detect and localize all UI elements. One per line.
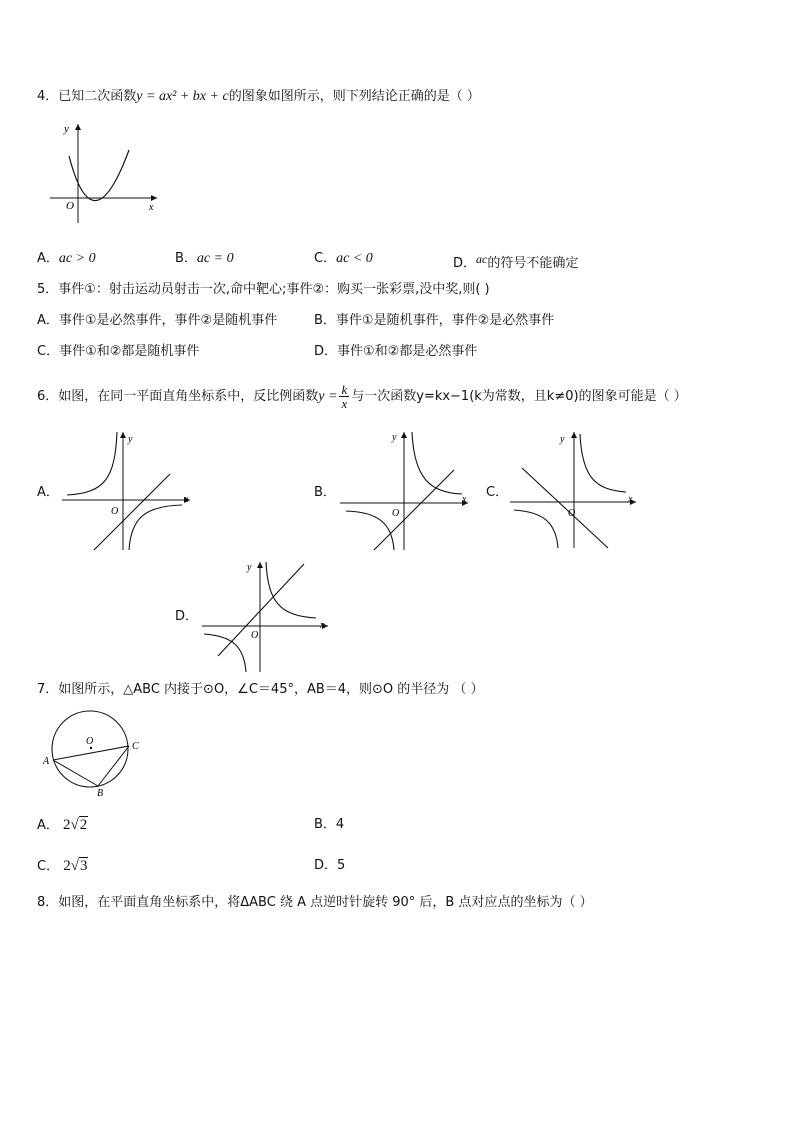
q4-axis-x-label: x [149,202,154,213]
q7-option-a-radicand: 2 [79,817,88,833]
q6b-origin: O [392,508,400,519]
q7-point-a: A [43,756,50,767]
q6a-axis-x: x [184,494,189,505]
q6-graph-c [508,428,643,553]
q4-option-a-text: ac > 0 [58,251,96,266]
q7-stem: 7．如图所示，△ABC 内接于⊙O，∠C＝45°，AB＝4，则⊙O 的半径为 （ ） [37,682,484,697]
q6d-origin: O [251,630,259,641]
q4-option-b-text: ac = 0 [196,251,234,266]
q7-option-a [37,816,88,835]
q5-stem: 5．事件①：射击运动员射击一次,命中靶心;事件②：购买一张彩票,没中奖,则( ) [37,282,490,297]
q4-option-d-suffix: 的符号不能确定 [487,256,579,271]
q4-option-d-text: ac [476,252,488,266]
q4-option-c-text: ac < 0 [336,251,373,266]
q4-option-c [314,250,373,268]
q6-frac-denominator: x [341,396,348,411]
q7-option-b-label: B． [314,817,336,832]
q4-stem [37,88,480,106]
q6-option-b-label: B． [314,485,336,500]
q7-option-c-label: C． [37,859,60,874]
q6-stem-post: 与一次函数y=kx−1(k为常数，且k≠0)的图象可能是（ ） [351,389,687,404]
q7-option-d-text: 5 [337,858,346,873]
q7-point-o: O [86,736,94,747]
q6-frac-lhs: y = [318,389,338,404]
q6b-axis-y: y [392,432,397,443]
q6-frac-numerator: k [341,382,348,397]
q4-origin-label: O [66,200,74,212]
q6-stem-pre: 6．如图，在同一平面直角坐标系中，反比例函数 [37,389,319,404]
q7-option-a-value: 2√2 [63,817,88,833]
q4-option-b-label: B． [175,251,197,266]
q6-option-d-label: D． [175,609,199,624]
q6c-axis-x: x [628,494,633,505]
q4-stem-post: 的图象如图所示，则下列结论正确的是（ ） [228,89,480,104]
q7-option-b [314,816,344,834]
q6a-origin: O [111,506,119,517]
q8-stem: 8．如图，在平面直角坐标系中，将ΔABC 绕 A 点逆时针旋转 90° 后，B 点对应点的坐标为（ ） [37,895,593,910]
q4-axis-y-label: y [64,123,69,135]
q6b-axis-x: x [462,494,467,505]
q5-option-b: B．事件①是随机事件，事件②是必然事件 [314,313,555,328]
q7-point-b: B [97,788,104,799]
q7-point-c: C [132,741,139,752]
q7-option-d [314,857,345,875]
q7-option-a-label: A． [37,818,59,833]
q4-parabola-figure [45,118,165,228]
q6-graph-d [200,558,335,676]
q4-option-b [175,250,234,268]
q7-option-c-radicand: 3 [79,858,88,874]
q6d-axis-x: x [320,620,325,631]
q6-option-c-label: C． [486,485,509,500]
q4-option-a-label: A． [37,251,59,266]
q4-formula: y = ax² + bx + c [136,89,229,104]
q4-stem-pre: 4．已知二次函数 [37,89,137,104]
q4-option-a [37,250,96,268]
q6d-axis-y: y [247,562,252,573]
q6-graph-a [60,428,195,553]
q6c-origin: O [568,508,576,519]
q4-option-c-label: C． [314,251,337,266]
q6a-axis-y: y [128,434,133,445]
q5-option-a: A．事件①是必然事件，事件②是随机事件 [37,313,278,328]
q6-fraction [339,383,349,410]
q5-option-c: C．事件①和②都是随机事件 [37,344,200,359]
q7-option-c [37,857,88,876]
q4-option-d-label: D． [453,256,477,271]
q6-option-a-label: A． [37,485,59,500]
q7-option-b-text: 4 [335,817,345,832]
q4-option-d [453,250,578,273]
q7-option-c-value: 2√3 [63,858,88,874]
q7-option-a-coef: 2 [63,817,71,833]
q7-circle-figure [38,705,148,800]
q6c-axis-y: y [560,434,565,445]
q7-option-c-coef: 2 [63,858,71,874]
q6-stem [37,383,687,410]
q5-option-d: D．事件①和②都是必然事件 [314,344,478,359]
q7-option-d-label: D． [314,858,338,873]
q6-graph-b [338,428,473,553]
